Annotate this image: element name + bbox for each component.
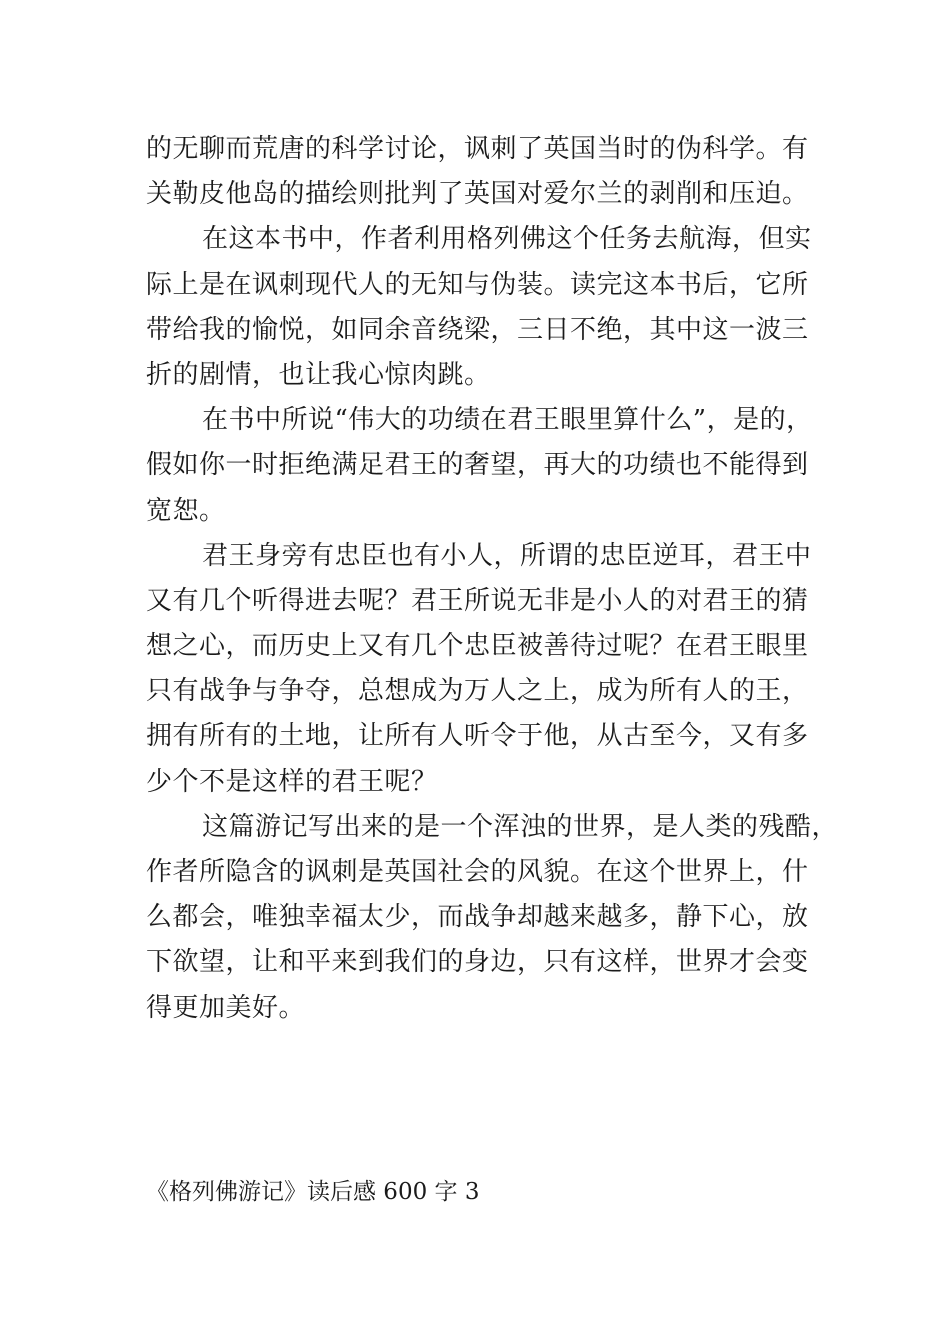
paragraph-4-line-2: 又有几个听得进去呢？君王所说无非是小人的对君王的猜 [146, 585, 809, 616]
paragraph-4-line-5: 拥有所有的土地，让所有人听令于他，从古至今，又有多 [146, 721, 809, 752]
paragraph-4-line-4: 只有战争与争夺，总想成为万人之上，成为所有人的王， [146, 676, 809, 707]
paragraph-2-line-2: 际上是在讽刺现代人的无知与伪装。读完这本书后，它所 [146, 269, 809, 300]
paragraph-2-line-4: 折的剧情，也让我心惊肉跳。 [146, 359, 491, 390]
paragraph-3-line-3: 宽恕。 [146, 495, 226, 526]
paragraph-2-line-3: 带给我的愉悦，如同余音绕梁，三日不绝，其中这一波三 [146, 314, 809, 345]
paragraph-3-line-1: 在书中所说“伟大的功绩在君王眼里算什么”，是的， [202, 405, 813, 436]
paragraph-5-line-4: 下欲望，让和平来到我们的身边，只有这样，世界才会变 [146, 947, 809, 978]
paragraph-4-line-1: 君王身旁有忠臣也有小人，所谓的忠臣逆耳，君王中 [202, 540, 812, 571]
paragraph-3-line-2: 假如你一时拒绝满足君王的奢望，再大的功绩也不能得到 [146, 450, 809, 481]
paragraph-5-line-1: 这篇游记写出来的是一个浑浊的世界，是人类的残酷， [202, 811, 839, 842]
paragraph-2-line-1: 在这本书中，作者利用格列佛这个任务去航海，但实 [202, 224, 812, 255]
paragraph-5-line-2: 作者所隐含的讽刺是英国社会的风貌。在这个世界上，什 [146, 857, 809, 887]
paragraph-1-line-2: 关勒皮他岛的描绘则批判了英国对爱尔兰的剥削和压迫。 [146, 179, 809, 210]
paragraph-1-line-1: 的无聊而荒唐的科学讨论，讽刺了英国当时的伪科学。有 [146, 134, 809, 164]
paragraph-4-line-3: 想之心，而历史上又有几个忠臣被善待过呢？在君王眼里 [146, 631, 809, 662]
paragraph-5-line-3: 么都会，唯独幸福太少，而战争却越来越多，静下心，放 [146, 902, 809, 933]
paragraph-5-line-5: 得更加美好。 [146, 992, 306, 1023]
paragraph-4-line-6: 少个不是这样的君王呢？ [146, 766, 438, 797]
essay-body [146, 127, 839, 1031]
section-heading: 《格列佛游记》读后感 600 字 3 [146, 1179, 480, 1205]
